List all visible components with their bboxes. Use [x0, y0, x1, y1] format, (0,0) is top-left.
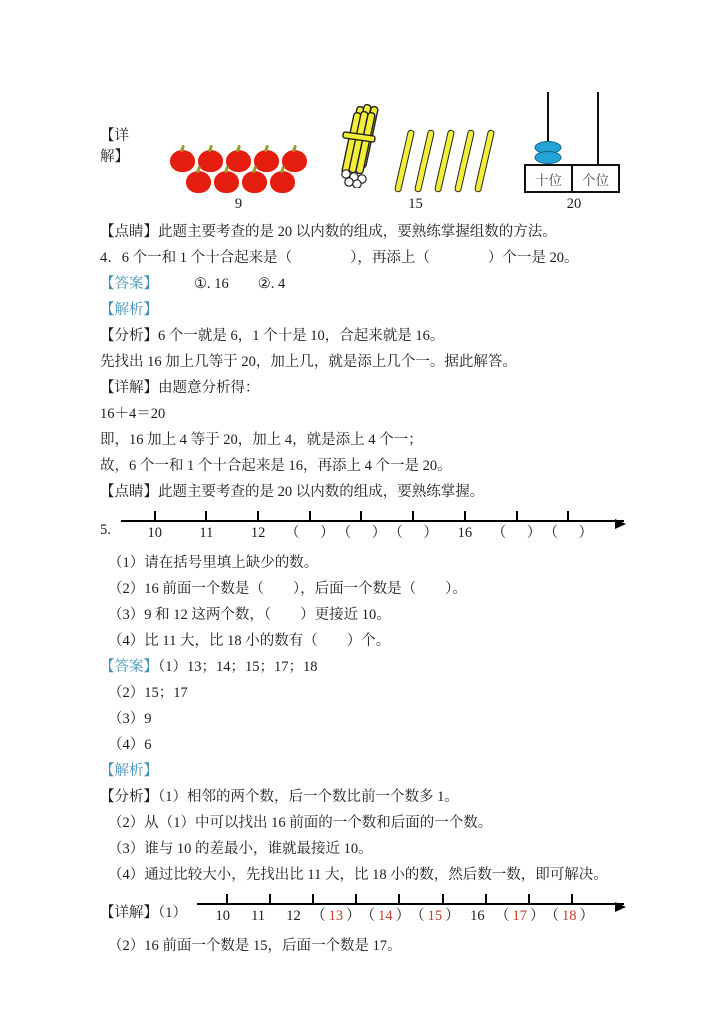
numberline-number-label: 16 [457, 525, 473, 541]
q5-numberline [121, 511, 624, 542]
q5-detail-line2: （2）16 前面一个数是 15，后面一个数是 17。 [108, 938, 402, 954]
q4-analysis-line: 先找出 16 加上几等于 20，加上几，就是添上几个一。据此解答。 [100, 354, 517, 370]
detail-label: 【详解】 [100, 128, 129, 165]
q4-analysis-line: 【分析】6 个一就是 6，1 个十是 10，合起来就是 16。 [100, 328, 445, 344]
apple-icon [254, 150, 279, 172]
single-sticks [401, 121, 494, 193]
apple-icon [242, 171, 267, 193]
ones-rod [597, 92, 599, 164]
q5-detail-numberline-row [100, 894, 624, 925]
q5-number: 5. [100, 522, 111, 538]
apples-graphic [170, 150, 307, 193]
numberline-bracket-label: （ ） [336, 525, 387, 541]
q3-detail-figures [100, 92, 624, 212]
q5-answer-line [100, 654, 624, 680]
q5-subquestion: （2）16 前面一个数是（ ），后面一个数是（ ）。 [108, 581, 467, 597]
stick-icon [474, 129, 495, 193]
apples-count-label: 9 [234, 196, 243, 212]
analysis-label: 【解析】 [100, 763, 158, 779]
q5-detail-label: 【详解】（1） [100, 905, 187, 921]
tens-box-label: 十位 [524, 164, 573, 193]
tick-mark [181, 511, 233, 520]
tick-mark [464, 894, 507, 903]
numberline-bracket-label: （ 13 ） [311, 908, 361, 924]
q5-analysis-line: 【分析】（1）相邻的两个数，后一个数比前一个数多 1。 [100, 789, 459, 805]
apple-icon [214, 171, 239, 193]
tick-mark [205, 894, 248, 903]
numberline-bracket-label: （ 18 ） [544, 908, 594, 924]
apple-icon [170, 150, 195, 172]
tick-mark [248, 894, 291, 903]
tick-mark [378, 894, 421, 903]
apple-icon [270, 171, 295, 193]
analysis-label: 【解析】 [100, 302, 158, 318]
tick-mark [284, 511, 336, 520]
q5-subquestion: （4）比 11 大，比 18 小的数有（ ）个。 [108, 633, 391, 649]
q5-subquestion: （3）9 和 12 这两个数，（ ）更接近 10。 [108, 607, 391, 623]
tick-mark [336, 511, 388, 520]
stick-bundle-icon [337, 104, 389, 193]
numberline-bracket-label: （ 17 ） [495, 908, 545, 924]
numberline-number-label: 12 [250, 525, 266, 541]
tick-mark [232, 511, 284, 520]
q5-answer-value: （3）9 [108, 711, 152, 727]
numberline-number-label: 10 [147, 525, 162, 541]
q5-analysis-line: （3）谁与 10 的差最小，谁就最接近 10。 [108, 841, 373, 857]
stick-icon [454, 129, 475, 193]
apple-icon [186, 171, 211, 193]
sticks-graphic [337, 107, 494, 193]
tick-mark [291, 894, 334, 903]
q5-detail-numberline [197, 894, 624, 925]
q5-subquestion: （1）请在括号里填上缺少的数。 [108, 555, 319, 571]
numberline-number-label: 11 [199, 525, 214, 541]
numberline-track [197, 894, 624, 905]
q4-detail-line: 即，16 加上 4 等于 20，加上 4，就是添上 4 个一； [100, 432, 423, 448]
tick-mark [551, 894, 594, 903]
tick-mark [421, 894, 464, 903]
q3-tip-text: 【点睛】此题主要考查的是 20 以内数的组成，要熟练掌握组数的方法。 [100, 224, 557, 240]
q4-equation: 16＋4＝20 [100, 406, 166, 422]
numberline-bracket-label: （ 14 ） [360, 908, 411, 924]
apple-icon [198, 150, 223, 172]
q5-answer-value: （4）6 [108, 737, 152, 753]
stick-icon [394, 129, 415, 193]
numberline-bracket-label: （ ） [491, 525, 542, 541]
q5-answer-value: （1）13；14；15；17；18 [158, 659, 318, 675]
place-value-boxes [524, 164, 620, 193]
q4-answer-value: ①. 16 ②. 4 [194, 276, 286, 292]
tick-mark [542, 511, 594, 520]
answer-label: 【答案】 [100, 276, 158, 292]
q4-question: 4．6 个一和 1 个十合起来是（ ），再添上（ ）个一是 20。 [100, 250, 579, 266]
q5-numberline-row [100, 511, 624, 542]
apple-icon [226, 150, 251, 172]
apples-figure [170, 150, 307, 212]
tens-beads [535, 144, 562, 164]
answer-label: 【答案】 [100, 659, 158, 675]
counter-count-label: 20 [566, 196, 582, 212]
numberline-bracket-label: （ ） [388, 525, 438, 541]
tick-mark [439, 511, 491, 520]
ones-box-label: 个位 [571, 164, 620, 193]
apple-icon [282, 150, 307, 172]
tick-mark [129, 511, 181, 520]
q4-detail-line: 故，6 个一和 1 个十合起来是 16，再添上 4 个一是 20。 [100, 458, 452, 474]
tick-mark [491, 511, 543, 520]
numberline-number-label: 10 [215, 908, 230, 924]
place-value-counter-figure [524, 92, 624, 212]
q4-tip-text: 【点睛】此题主要考查的是 20 以内数的组成，要熟练掌握。 [100, 484, 485, 500]
tick-mark [387, 511, 439, 520]
q5-answer-value: （2）15；17 [108, 685, 188, 701]
numberline-number-label: 16 [470, 908, 485, 924]
apple-row [170, 150, 307, 172]
q5-analysis-line: （2）从（1）中可以找出 16 前面的一个数和后面的一个数。 [108, 815, 493, 831]
place-value-counter-graphic [524, 92, 624, 193]
sticks-count-label: 15 [408, 196, 423, 212]
stick-icon [434, 129, 455, 193]
stick-icon [414, 129, 435, 193]
q5-analysis-line: （4）通过比较大小，先找出比 11 大，比 18 小的数，然后数一数，即可解决。 [108, 867, 608, 883]
q4-answer-line [100, 271, 624, 297]
tick-mark [508, 894, 551, 903]
tick-mark [335, 894, 378, 903]
numberline-track [121, 511, 624, 522]
arrow-right-icon [615, 519, 626, 529]
numberline-number-label: 11 [251, 908, 266, 924]
numberline-bracket-label: （ ） [543, 525, 593, 541]
numberline-bracket-label: （ 15 ） [410, 908, 460, 924]
apple-row [186, 171, 307, 193]
numberline-number-label: 12 [286, 908, 301, 924]
sticks-figure [337, 107, 494, 212]
q4-detail-line: 【详解】由题意分析得： [100, 380, 260, 396]
bead-icon [535, 151, 562, 164]
numberline-bracket-label: （ ） [285, 525, 335, 541]
arrow-right-icon [615, 902, 626, 912]
